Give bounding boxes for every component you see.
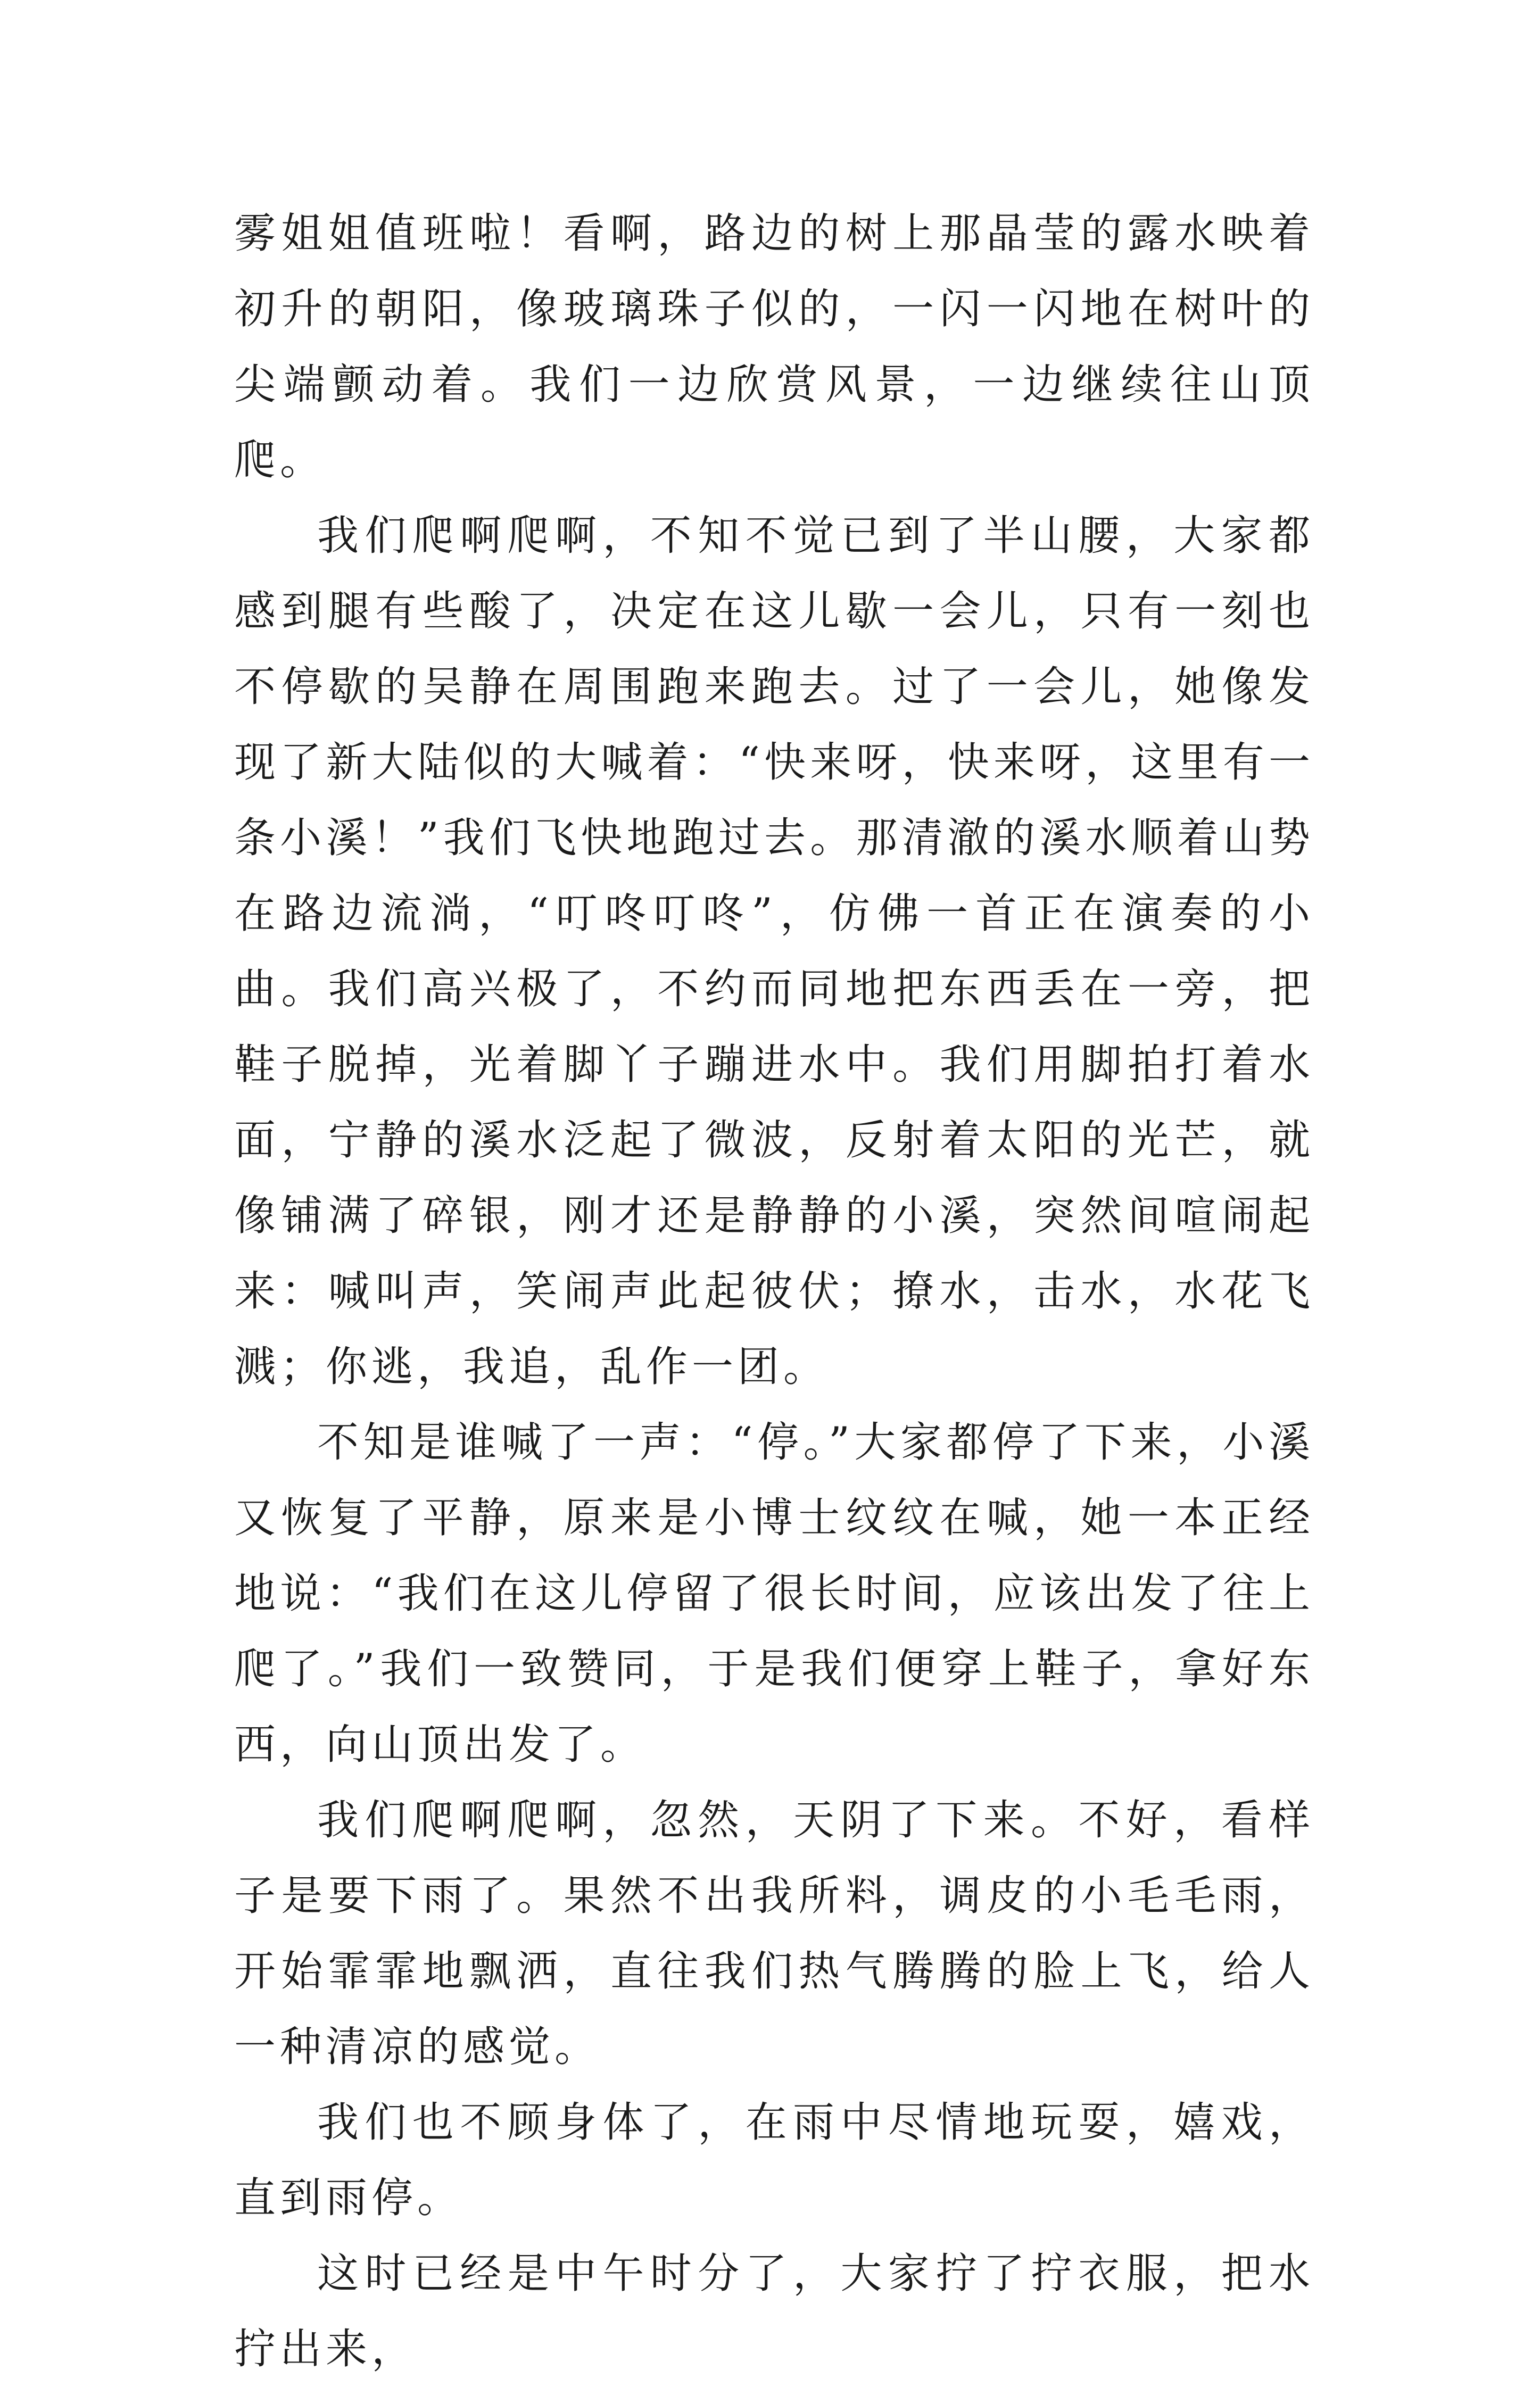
paragraph-5: 我们也不顾身体了，在雨中尽情地玩耍，嬉戏，直到雨停。 (234, 2099, 1314, 2222)
paragraph-3: 不知是谁喊了一声：“停。”大家都停了下来，小溪又恢复了平静，原来是小博士纹纹在喊，她一本正经地说：“我们在这儿停留了很长时间，应该出发了往上爬了。”我们一致赞同，于是我们便穿上鞋子，拿好东西，向山顶出发了。 (234, 1419, 1314, 1769)
paragraph-2: 我们爬啊爬啊，不知不觉已到了半山腰，大家都感到腿有些酸了，决定在这儿歇一会儿，只有一刻也不停歇的吴静在周围跑来跑去。过了一会儿，她像发现了新大陆似的大喊着：“快来呀，快来呀，这里有一条小溪！”我们飞快地跑过去。那清澈的溪水顺着山势在路边流淌，“叮咚叮咚”，仿佛一首正在演奏的小曲。我们高兴极了，不约而同地把东西丢在一旁，把鞋子脱掉，光着脚丫子蹦进水中。我们用脚拍打着水面，宁静的溪水泛起了微波，反射着太阳的光芒，就像铺满了碎银，刚才还是静静的小溪，突然间喧闹起来：喊叫声，笑闹声此起彼伏；撩水，击水，水花飞溅；你逃，我追，乱作一团。 (234, 512, 1314, 1391)
paragraph-6: 这时已经是中午时分了，大家拧了拧衣服，把水拧出来， (234, 2250, 1314, 2373)
paragraph-1: 雾姐姐值班啦！看啊，路边的树上那晶莹的露水映着初升的朝阳，像玻璃珠子似的，一闪一闪地在树叶的尖端颤动着。我们一边欣赏风景，一边继续往山顶爬。 (234, 210, 1314, 484)
paragraph-4: 我们爬啊爬啊，忽然，天阴了下来。不好，看样子是要下雨了。果然不出我所料，调皮的小毛毛雨，开始霏霏地飘洒，直往我们热气腾腾的脸上飞，给人一种清凉的感觉。 (234, 1796, 1314, 2071)
body-text (234, 196, 1314, 2387)
